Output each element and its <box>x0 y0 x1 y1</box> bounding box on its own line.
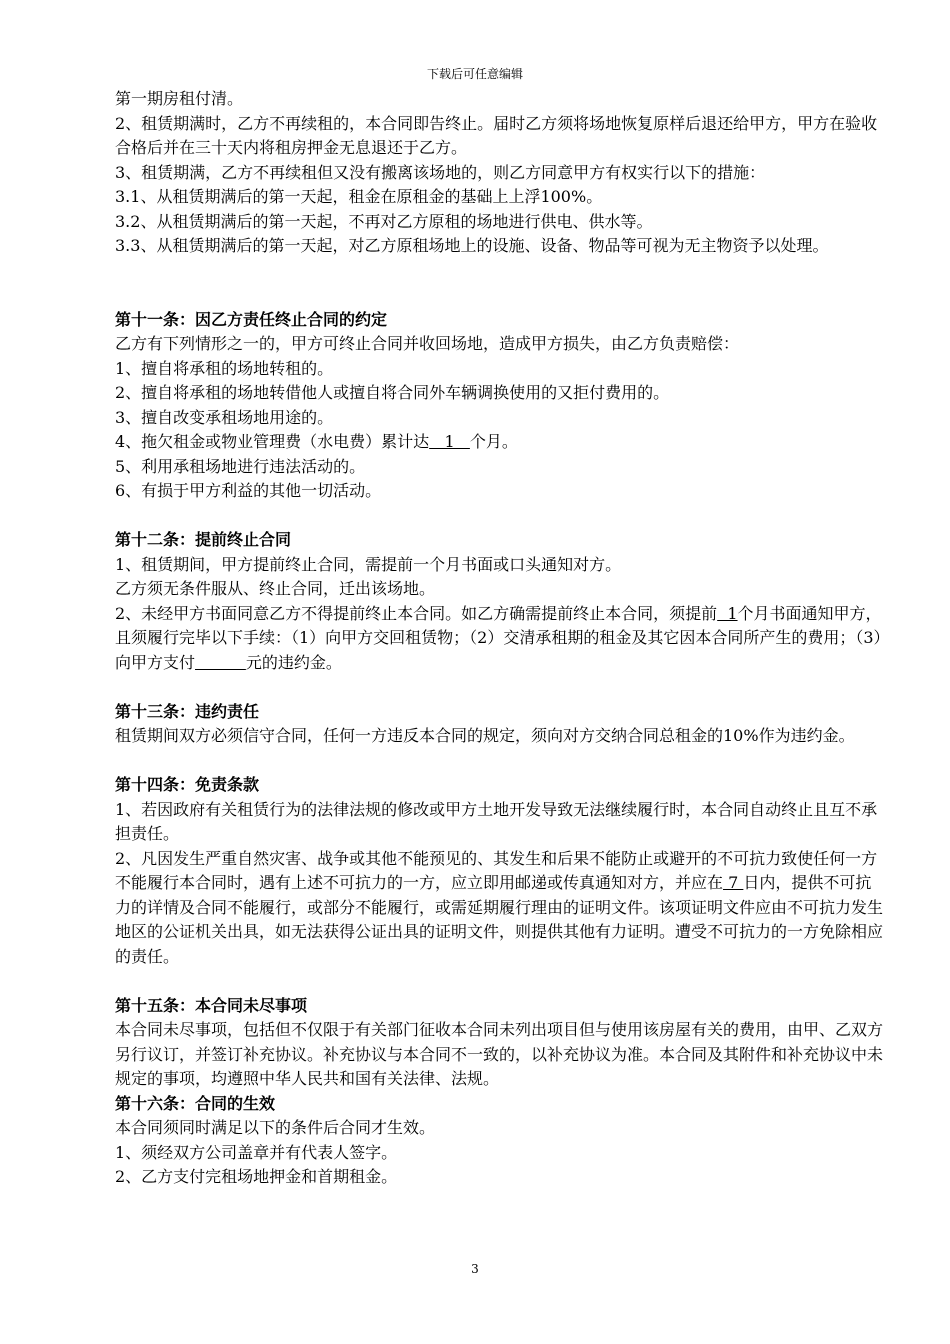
paragraph: 本合同须同时满足以下的条件后合同才生效。 <box>115 1118 436 1137</box>
clause-item: 3、擅自改变承租场地用途的。 <box>115 407 334 427</box>
spacer <box>115 504 885 529</box>
clause-item: 2、乙方支付完租场地押金和首期租金。 <box>115 1167 398 1186</box>
clause-item: 1、租赁期间，甲方提前终止合同，需提前一个月书面或口头通知对方。 <box>115 554 622 574</box>
clause-item: 3、租赁期满，乙方不再续租但又没有搬离该场地的，则乙方同意甲方有权实行以下的措施： <box>115 162 766 182</box>
clause-item <box>115 602 885 676</box>
clause-text: 元的违约金。 <box>245 652 342 672</box>
fill-blank: 1 <box>429 432 470 451</box>
section-title: 第十五条：本合同未尽事项 <box>115 995 308 1015</box>
section-title: 第十四条：免责条款 <box>115 775 260 794</box>
paragraph: 租赁期间双方必须信守合同，任何一方违反本合同的规定，须向对方交纳合同总租金的10%作为违约金。 <box>115 726 855 745</box>
spacer <box>115 749 885 774</box>
clause-text: 日内，提供不可抗力的详情及合同不能履行，或部分不能履行，或需延期履行理由的证明文件。该项证明文件应由不可抗力发生地区的公证机关出具，如无法获得公证出具的证明文件，则提供其他有力证明。遭受不可抗力的一方免除相应的责任。 <box>115 873 884 966</box>
clause-item: 1、擅自将承租的场地转租的。 <box>115 358 334 378</box>
document-body <box>115 87 885 1190</box>
clause-item: 1、须经双方公司盖章并有代表人签字。 <box>115 1142 398 1162</box>
spacer <box>115 675 885 700</box>
clause-item <box>115 847 885 970</box>
section-title: 第十二条：提前终止合同 <box>115 530 292 549</box>
page-number: 3 <box>471 1262 479 1276</box>
clause-item: 2、擅自将承租的场地转借他人或擅自将合同外车辆调换使用的又拒付费用的。 <box>115 383 670 402</box>
paragraph: 本合同未尽事项，包括但不仅限于有关部门征收本合同未列出项目但与使用该房屋有关的费用，由甲、乙双方另行议订，并签订补充协议。补充协议与本合同不一致的，以补充协议为准。本合同及其附件和补充协议中未规定的事项，均遵照中华人民共和国有关法律、法规。 <box>115 1020 884 1088</box>
section-title: 第十一条：因乙方责任终止合同的约定 <box>115 309 388 329</box>
clause-item: 2、租赁期满时，乙方不再续租的，本合同即告终止。届时乙方须将场地恢复原样后退还给甲方，甲方在验收合格后并在三十天内将租房押金无息退还于乙方。 <box>115 113 878 157</box>
clause-item <box>115 430 885 455</box>
paragraph: 第一期房租付清。 <box>115 89 244 108</box>
section-title: 第十六条：合同的生效 <box>115 1093 276 1113</box>
clause-item: 6、有损于甲方利益的其他一切活动。 <box>115 481 382 500</box>
clause-item: 3.3、从租赁期满后的第一天起，对乙方原租场地上的设施、设备、物品等可视为无主物资予以处理。 <box>115 236 829 255</box>
clause-text: 个月。 <box>469 432 518 451</box>
clause-text: 2、凡因发生严重自然灾害、战争或其他不能预见的、其发生和后果不能防止或避开的不可抗力致使任何一方不能履行本合同时，遇有上述不可抗力的一方，应立即用邮递或传真通知对方，并应在 <box>115 848 878 892</box>
clause-item: 5、利用承租场地进行违法活动的。 <box>115 456 366 476</box>
paragraph: 乙方须无条件服从、终止合同，迁出该场地。 <box>115 579 436 598</box>
clause-item: 3.1、从租赁期满后的第一天起，租金在原租金的基础上上浮100%。 <box>115 187 603 206</box>
paragraph: 乙方有下列情形之一的，甲方可终止合同并收回场地，造成甲方损失，由乙方负责赔偿： <box>115 334 740 353</box>
clause-item: 3.2、从租赁期满后的第一天起，不再对乙方原租的场地进行供电、供水等。 <box>115 211 653 231</box>
clause-text: 4、拖欠租金或物业管理费（水电费）累计达 <box>115 432 430 451</box>
fill-blank <box>195 653 246 672</box>
fill-blank: 1 <box>717 603 738 623</box>
clause-item: 1、若因政府有关租赁行为的法律法规的修改或甲方土地开发导致无法继续履行时，本合同自动终止且互不承担责任。 <box>115 799 878 843</box>
section-title: 第十三条：违约责任 <box>115 701 260 721</box>
fill-blank: 7 <box>723 873 744 892</box>
spacer <box>115 259 885 308</box>
spacer <box>115 969 885 994</box>
clause-text: 个月书面通知甲方，且须履行完毕以下手续：（1）向甲方交回租赁物；（2）交清承租期的租金及其它因本合同所产生的费用；（3）向甲方支付 <box>115 603 882 672</box>
page-header: 下载后可任意编辑 <box>426 67 523 81</box>
clause-text: 2、未经甲方书面同意乙方不得提前终止本合同。如乙方确需提前终止本合同，须提前 <box>115 603 718 623</box>
